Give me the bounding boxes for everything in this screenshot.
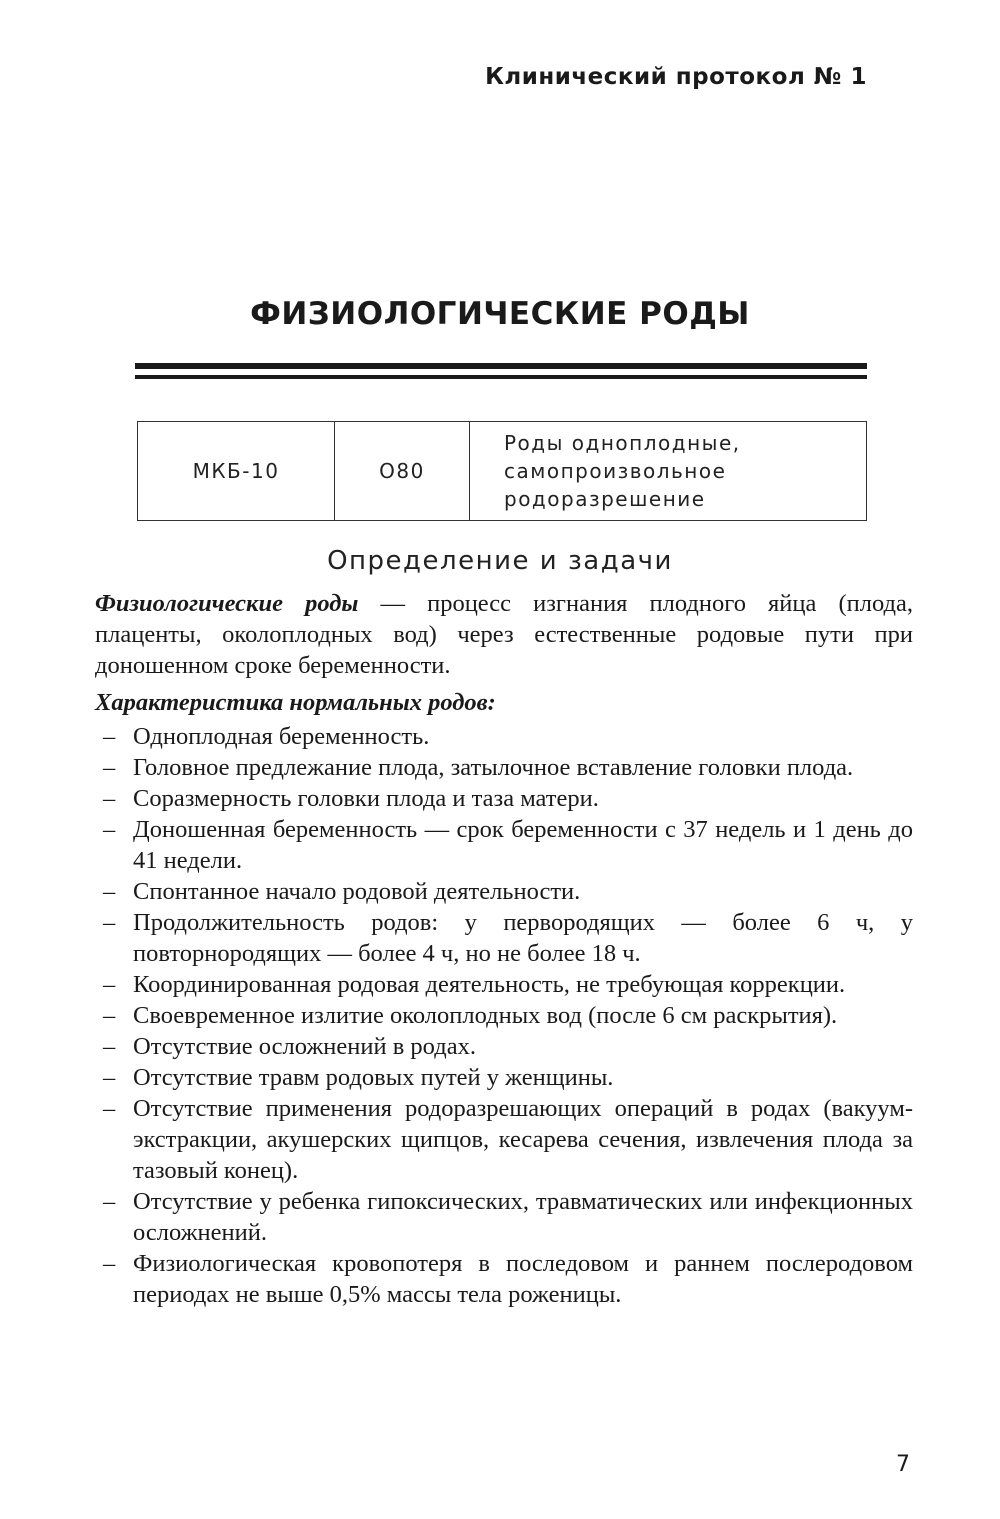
chapter-title: ФИЗИОЛОГИЧЕСКИЕ РОДЫ bbox=[250, 296, 750, 332]
description-cell bbox=[470, 422, 867, 521]
page-number: 7 bbox=[896, 1452, 910, 1477]
section-heading: Определение и задачи bbox=[327, 546, 673, 576]
list-item: – Соразмерность головки плода и таза матери. bbox=[103, 785, 599, 812]
list-item: – Спонтанное начало родовой деятельности. bbox=[103, 878, 581, 905]
running-header: Клинический протокол № 1 bbox=[485, 64, 867, 90]
characteristics-heading: Характеристика нормальных родов: bbox=[95, 689, 496, 716]
list-item: – Головное предлежание плода, затылочное вставление головки плода. bbox=[103, 754, 854, 781]
definition-text: — процесс изгнания плодного яйца (плода, плаценты, околоплодных вод) через естественные родовые пути при доношенном сроке беременности. bbox=[95, 590, 913, 679]
definition-term: Физиологические роды bbox=[95, 590, 359, 617]
list-item: – Координированная родовая деятельность, не требующая коррекции. bbox=[103, 971, 846, 998]
list-item: – Физиологическая кровопотеря в последовом и раннем послеродовом периодах не выше 0,5% массы тела роженицы. bbox=[103, 1250, 913, 1308]
list-item: – Одноплодная беременность. bbox=[103, 723, 430, 750]
list-item: – Отсутствие у ребенка гипоксических, травматических или инфекционных осложнений. bbox=[103, 1188, 913, 1246]
list-item: – Отсутствие применения родоразрешающих операций в родах (вакуум-экстракции, акушерских щипцов, кесарева сечения, извлечения плода за тазовый конец). bbox=[103, 1095, 913, 1184]
description-line: Роды одноплодные, bbox=[504, 431, 741, 455]
icd-code-row bbox=[138, 422, 867, 521]
body-text bbox=[95, 588, 913, 1310]
description-line: родоразрешение bbox=[504, 487, 706, 511]
description-line: самопроизвольное bbox=[504, 459, 727, 483]
code-cell: О80 bbox=[335, 422, 470, 521]
list-item: – Доношенная беременность — срок беременности с 37 недель и 1 день до 41 недели. bbox=[103, 816, 913, 874]
title-rule-thick bbox=[135, 363, 867, 369]
characteristics-list bbox=[95, 721, 913, 1310]
title-rule-thin bbox=[135, 375, 867, 379]
list-item: – Отсутствие травм родовых путей у женщины. bbox=[103, 1064, 614, 1091]
definition-paragraph bbox=[95, 588, 913, 681]
icd-code-table bbox=[137, 421, 867, 521]
list-item: – Отсутствие осложнений в родах. bbox=[103, 1033, 476, 1060]
list-item: – Своевременное излитие околоплодных вод (после 6 см раскрытия). bbox=[103, 1002, 838, 1029]
list-item: – Продолжительность родов: у первородящих — более 6 ч, у повторнородящих — более 4 ч, но не более 18 ч. bbox=[103, 909, 913, 967]
classification-cell: МКБ-10 bbox=[138, 422, 335, 521]
